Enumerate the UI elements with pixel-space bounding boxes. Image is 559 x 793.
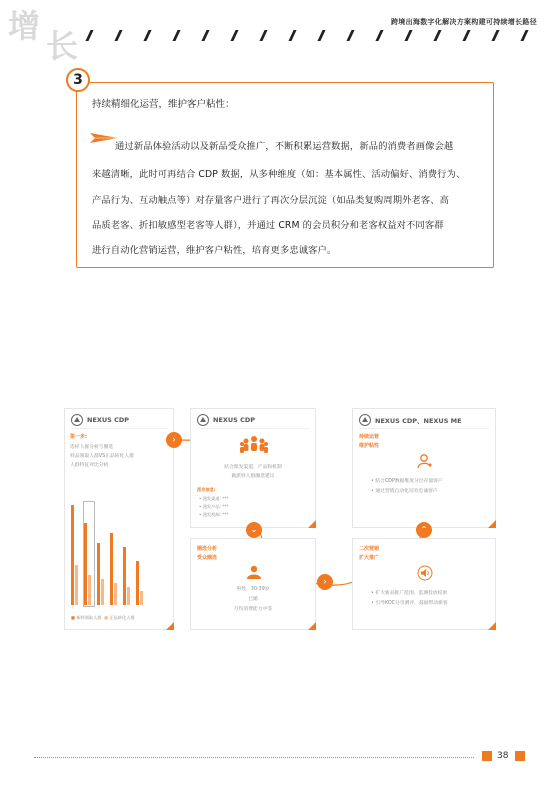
stripe-mark — [288, 30, 296, 41]
panel5-bullet-1: • 扩大新品推广范围、监测投放结果 — [371, 591, 448, 596]
panel-audience-selection — [190, 538, 316, 630]
stripe-mark — [259, 30, 267, 41]
panel4-label-1: 持续运营 — [359, 434, 380, 440]
bullet-text: 派发产品: *** — [202, 504, 229, 509]
panel-brand: NEXUS CDP — [213, 416, 256, 424]
stripe-mark — [172, 30, 180, 41]
bar-series-2 — [114, 583, 117, 605]
panel3-label-2: 受众圈选 — [197, 555, 218, 561]
bar-series-1 — [123, 547, 126, 605]
bar-series-2 — [127, 587, 130, 605]
panel3-line-2: 已婚 — [248, 597, 258, 602]
chevron-up-icon: ⌃ — [416, 522, 432, 538]
panel3-label-1: 圈选分析 — [197, 546, 218, 552]
panel-secondary-marketing — [352, 538, 496, 630]
panel2-line-2: 做派样人群圈选建议 — [231, 474, 275, 479]
header-title: 跨境出海数字化解决方案构建可持续增长路径 — [391, 18, 537, 26]
stripe-mark — [404, 30, 412, 41]
panel-brand: NEXUS CDP — [87, 416, 130, 424]
bullet-text: 派发渠道: *** — [202, 496, 229, 501]
stripe-mark — [462, 30, 470, 41]
footer-dotted-line — [34, 757, 474, 758]
page-number: 38 — [497, 751, 509, 761]
stripe-mark — [317, 30, 325, 41]
bar-series-1 — [97, 543, 100, 605]
bar-series-2 — [101, 579, 104, 605]
bar-highlight-box — [83, 501, 95, 607]
stripe-mark — [114, 30, 122, 41]
process-diagram — [64, 408, 496, 632]
stripe-mark — [375, 30, 383, 41]
header-logo — [8, 7, 79, 65]
user-search-icon — [417, 453, 433, 469]
legend-item-1: 新样领取人群 — [76, 615, 102, 620]
step-label: 第一步: — [70, 434, 87, 440]
panel-brand: NEXUS CDP、NEXUS ME — [375, 416, 462, 425]
nexus-logo-icon — [359, 414, 371, 426]
distribution-label: 派发信息: — [197, 487, 216, 492]
panel4-bullet-1: • 结合CDP数据维度分层存量客户 — [371, 479, 443, 484]
panel-continuous-operation — [352, 408, 496, 528]
panel2-bullet-2: • 派发产品: *** — [199, 504, 229, 509]
panel4-bullet-2: • 通过营销自动化培育忠诚客户 — [371, 489, 438, 494]
speaker-icon — [417, 565, 433, 581]
step-number-badge: 3 — [66, 68, 90, 92]
paragraph-line-1: 通过新品体验活动以及新品受众推广，不断积累运营数据，新品的消费者画像会越 — [115, 141, 454, 152]
panel2-bullet-3: • 派发机制: *** — [199, 512, 229, 517]
people-group-icon — [239, 435, 269, 457]
bar-series-2 — [75, 565, 78, 605]
bar-series-1 — [71, 505, 74, 605]
panel1-line-1: 选样人群分析与圈选 — [70, 445, 114, 450]
panel2-bullet-1: • 派发渠道: *** — [199, 496, 229, 501]
logo-char-2: 长 — [46, 27, 79, 65]
next-arrow-icon: › — [166, 432, 182, 448]
paragraph-line-3: 产品行为、互动触点等）对存量客户进行了再次分层沉淀（如品类复购周期外老客、高 — [92, 195, 450, 206]
bullet-text: 引导KOC分享测评，鼓励带动新客 — [375, 601, 448, 606]
stripe-mark — [230, 30, 238, 41]
legend: ■ 新样领取人群 ■ 正品转化人群 — [71, 615, 135, 620]
bullet-text: 扩大新品推广范围、监测投放结果 — [375, 591, 448, 596]
panel2-line-1: 结合派发渠道、产品和机制 — [224, 465, 282, 470]
paper-plane-icon — [90, 132, 118, 144]
next-arrow-icon: › — [317, 574, 333, 590]
bullet-text: 结合CDP数据维度分层存量客户 — [375, 479, 443, 484]
panel1-line-3: 人群特征对比分析 — [70, 463, 109, 468]
panel-cdp-analysis — [64, 408, 174, 630]
stripe-mark — [433, 30, 441, 41]
stripe-mark — [201, 30, 209, 41]
panel3-line-3: 月均消费能力中等 — [233, 607, 273, 612]
logo-char-1: 增 — [8, 7, 43, 45]
nexus-logo-icon — [71, 414, 83, 426]
stripe-mark — [346, 30, 354, 41]
nexus-logo-icon — [197, 414, 209, 426]
panel1-line-2: 样品领取人群VS正品转化人群 — [70, 454, 134, 459]
person-icon — [246, 565, 262, 579]
page-marker-left — [482, 751, 492, 761]
card-heading: 持续精细化运营，维护客户粘性： — [92, 99, 235, 110]
decorative-stripes — [88, 30, 548, 42]
paragraph-line-2: 来越清晰，此时可再结合 CDP 数据，从多种维度（如：基本属性、活动偏好、消费行为、 — [92, 169, 466, 180]
stripe-mark — [491, 30, 499, 41]
chevron-down-icon: ⌄ — [246, 522, 262, 538]
panel-cdp-targeting — [190, 408, 316, 528]
panel3-line-1: 男性、30-39岁 — [236, 587, 270, 592]
bar-series-1 — [110, 533, 113, 605]
paragraph-line-5: 进行自动化营销运营，维护客户粘性，培育更多忠诚客户。 — [92, 245, 337, 256]
bar-chart — [69, 505, 153, 605]
legend-item-2: 正品转化人群 — [109, 615, 135, 620]
stripe-mark — [85, 30, 93, 41]
stripe-mark — [143, 30, 151, 41]
panel5-bullet-2: • 引导KOC分享测评，鼓励带动新客 — [371, 601, 448, 606]
paragraph-line-4: 品质老客、折扣敏感型老客等人群），并通过 CRM 的会员积分和老客权益对不同客群 — [92, 220, 444, 231]
bullet-text: 派发机制: *** — [202, 512, 229, 517]
panel4-label-2: 维护粘性 — [359, 443, 380, 449]
panel5-label-1: 二次营销 — [359, 546, 380, 552]
stripe-mark — [520, 30, 528, 41]
panel5-label-2: 扩大推广 — [359, 555, 380, 561]
bar-series-1 — [136, 561, 139, 605]
bar-series-2 — [140, 591, 143, 605]
page-marker-right — [515, 751, 525, 761]
bullet-text: 通过营销自动化培育忠诚客户 — [375, 489, 438, 494]
